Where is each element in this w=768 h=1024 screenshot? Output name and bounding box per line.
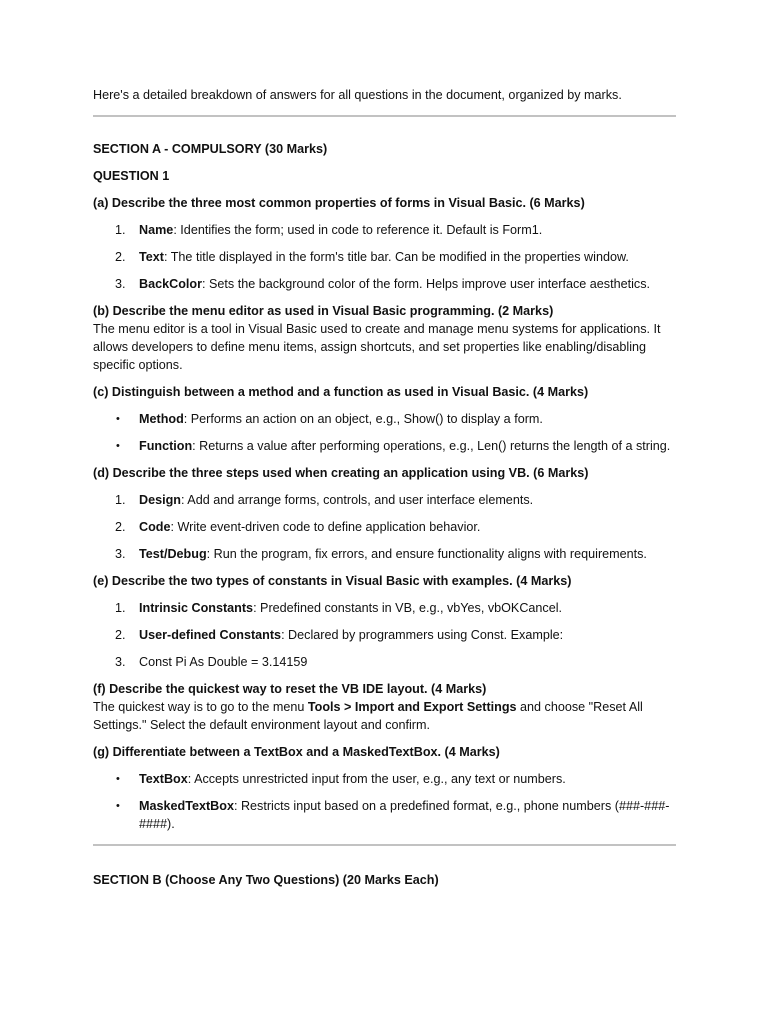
- list-term: Intrinsic Constants: [139, 601, 254, 615]
- list-term: Method: [139, 412, 184, 426]
- list-item: [93, 545, 676, 563]
- list-text: : Performs an action on an object, e.g., Show() to display a form.: [183, 412, 543, 426]
- intro-text: Here's a detailed breakdown of answers for all questions in the document, organized by marks.: [93, 88, 622, 102]
- question-f-heading: (f) Describe the quickest way to reset the VB IDE layout. (4 Marks): [93, 682, 487, 696]
- list-text: : Predefined constants in VB, e.g., vbYes, vbOKCancel.: [253, 601, 563, 615]
- question-g-heading: (g) Differentiate between a TextBox and a MaskedTextBox. (4 Marks): [93, 745, 500, 759]
- list-term: TextBox: [139, 772, 188, 786]
- question-g-list: [93, 770, 676, 833]
- list-term: Design: [139, 493, 181, 507]
- list-item: [93, 248, 676, 266]
- divider-bottom: [93, 844, 676, 846]
- bullet-icon: •: [116, 440, 120, 452]
- question-a-heading: (a) Describe the three most common properties of forms in Visual Basic. (6 Marks): [93, 196, 585, 210]
- list-text: : Returns a value after performing operations, e.g., Len() returns the length of a string.: [192, 439, 671, 453]
- list-item: [93, 653, 676, 671]
- list-text: : Restricts input based on a predefined format, e.g., phone numbers (###-###-####).: [139, 799, 670, 831]
- list-term: Text: [139, 250, 164, 264]
- list-text: : Declared by programmers using Const. Example:: [281, 628, 564, 642]
- question-c-list: [93, 410, 676, 455]
- section-a-title: SECTION A - COMPULSORY (30 Marks): [93, 142, 328, 156]
- list-item: [93, 221, 676, 239]
- list-number: 1.: [115, 493, 126, 507]
- question-e-heading: (e) Describe the two types of constants in Visual Basic with examples. (4 Marks): [93, 574, 572, 588]
- question-d-heading: (d) Describe the three steps used when creating an application using VB. (6 Marks): [93, 466, 589, 480]
- question-b-heading: (b) Describe the menu editor as used in Visual Basic programming. (2 Marks): [93, 304, 554, 318]
- question-f-answer: [93, 698, 676, 734]
- menu-path: Tools > Import and Export Settings: [307, 700, 517, 714]
- list-text: : Identifies the form; used in code to reference it. Default is Form1.: [173, 223, 543, 237]
- list-number: 3.: [115, 277, 126, 291]
- list-text: Const Pi As Double = 3.14159: [139, 655, 308, 669]
- list-number: 2.: [115, 628, 126, 642]
- list-item: [93, 599, 676, 617]
- bullet-icon: •: [116, 773, 120, 785]
- question-b-answer: The menu editor is a tool in Visual Basic used to create and manage menu systems for applications. It allows developers to define menu items, assign shortcuts, and set properties like enabling/disabling specific options.: [93, 322, 661, 372]
- list-term: User-defined Constants: [139, 628, 282, 642]
- bullet-icon: •: [116, 800, 120, 812]
- list-number: 2.: [115, 520, 126, 534]
- list-number: 1.: [115, 601, 126, 615]
- list-text: : Write event-driven code to define application behavior.: [170, 520, 481, 534]
- list-item: [93, 797, 676, 833]
- list-term: Function: [139, 439, 193, 453]
- list-term: Name: [139, 223, 174, 237]
- question-1-title: QUESTION 1: [93, 169, 170, 183]
- list-number: 2.: [115, 250, 126, 264]
- divider-top: [93, 115, 676, 117]
- list-item: [93, 410, 676, 428]
- list-item: [93, 275, 676, 293]
- list-text: : Sets the background color of the form. Helps improve user interface aesthetics.: [202, 277, 650, 291]
- section-b-title: SECTION B (Choose Any Two Questions) (20 Marks Each): [93, 873, 439, 887]
- list-number: 3.: [115, 655, 126, 669]
- list-text: : Run the program, fix errors, and ensure functionality aligns with requirements.: [206, 547, 647, 561]
- list-number: 1.: [115, 223, 126, 237]
- list-item: [93, 491, 676, 509]
- question-a-list: [93, 221, 676, 293]
- list-item: [93, 626, 676, 644]
- question-c-heading: (c) Distinguish between a method and a function as used in Visual Basic. (4 Marks): [93, 385, 589, 399]
- list-item: [93, 770, 676, 788]
- document-body: [93, 86, 676, 889]
- list-text: : Accepts unrestricted input from the user, e.g., any text or numbers.: [187, 772, 566, 786]
- answer-text: and choose "Reset All Settings." Select the default environment layout and confirm.: [93, 700, 643, 732]
- list-text: : Add and arrange forms, controls, and user interface elements.: [181, 493, 534, 507]
- list-term: Test/Debug: [139, 547, 207, 561]
- list-number: 3.: [115, 547, 126, 561]
- list-text: : The title displayed in the form's title bar. Can be modified in the properties window.: [163, 250, 629, 264]
- question-d-list: [93, 491, 676, 563]
- bullet-icon: •: [116, 413, 120, 425]
- list-term: BackColor: [139, 277, 202, 291]
- list-term: MaskedTextBox: [139, 799, 234, 813]
- list-item: [93, 518, 676, 536]
- list-term: Code: [139, 520, 171, 534]
- answer-text: The quickest way is to go to the menu: [93, 700, 308, 714]
- list-item: [93, 437, 676, 455]
- question-e-list: [93, 599, 676, 671]
